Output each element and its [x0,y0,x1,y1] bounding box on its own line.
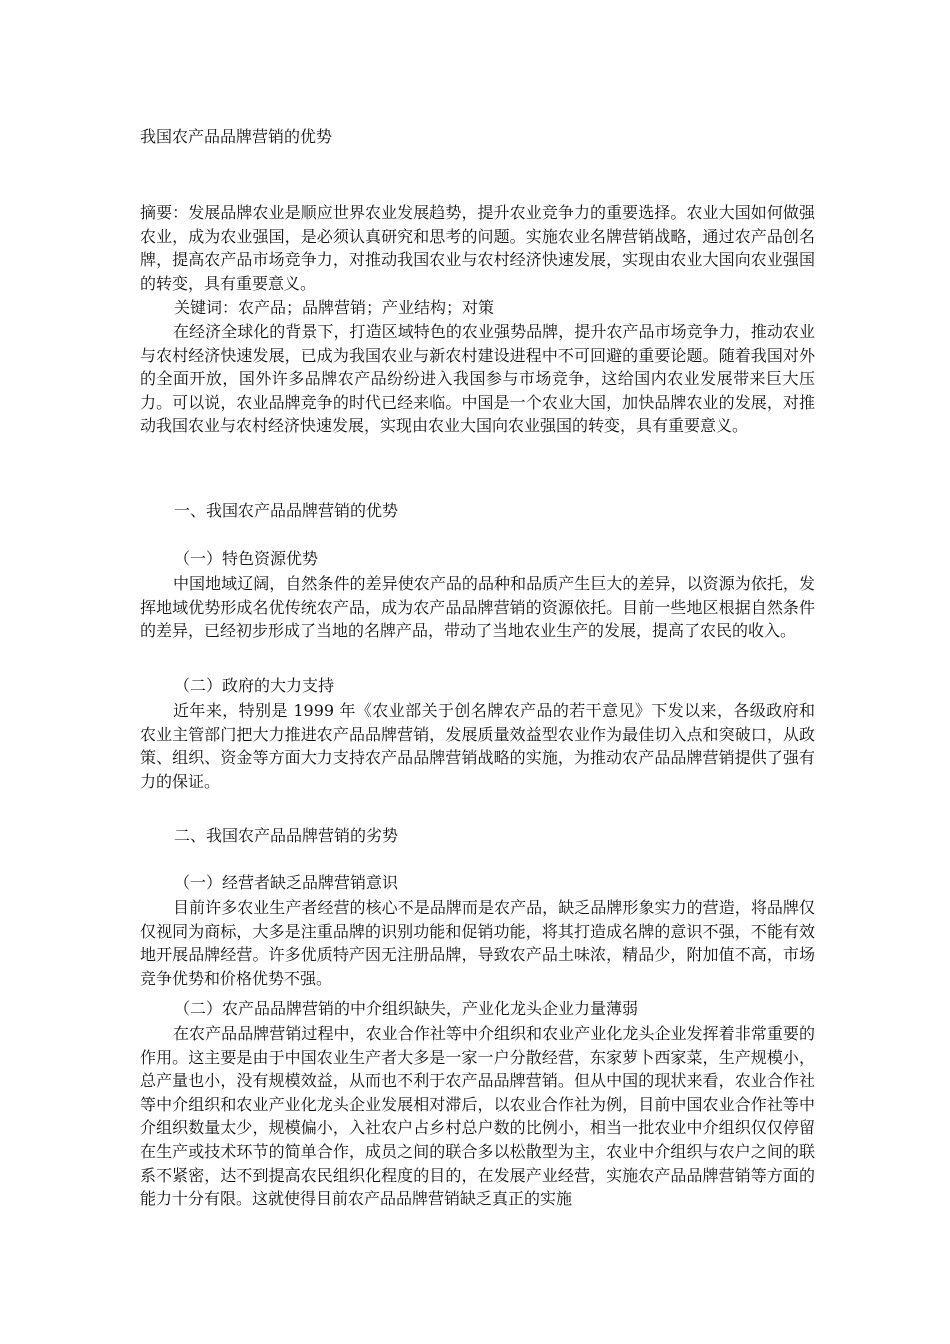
abstract-paragraph: 摘要：发展品牌农业是顺应世界农业发展趋势，提升农业竞争力的重要选择。农业大国如何做强农业，成为农业强国，是必须认真研究和思考的问题。实施农业名牌营销战略，通过农产品创名牌，提高农产品市场竞争力，对推动我国农业与农村经济快速发展，实现由农业大国向农业强国的转变，具有重要意义。 [140,203,815,293]
section-2-sub-1-heading: （一）经营者缺乏品牌营销意识 [174,873,399,892]
document-title: 我国农产品品牌营销的优势 [140,127,333,146]
section-2-heading: 二、我国农产品品牌营销的劣势 [174,826,399,845]
section-1-heading: 一、我国农产品品牌营销的优势 [174,501,399,520]
keywords-line: 关键词：农产品；品牌营销；产业结构；对策 [174,298,495,317]
section-1-sub-2-paragraph: 近年来，特别是 1999 年《农业部关于创名牌农产品的若干意见》下发以来，各级政府和农业主管部门把大力推进农产品品牌营销，发展质量效益型农业作为最佳切入点和突破口，从政策、组织、资金等方面大力支持农产品品牌营销战略的实施，为推动农产品品牌营销提供了强有力的保证。 [140,701,815,791]
section-1-sub-2-heading: （二）政府的大力支持 [174,676,335,695]
section-2-sub-1-paragraph: 目前许多农业生产者经营的核心不是品牌而是农产品，缺乏品牌形象实力的营造，将品牌仅仅视同为商标，大多是注重品牌的识别功能和促销功能，将其打造成名牌的意识不强，不能有效地开展品牌经营。许多优质特产因无注册品牌，导致农产品土味浓，精品少，附加值不高，市场竞争优势和价格优势不强。 [140,898,815,988]
section-2-sub-2-paragraph: 在农产品品牌营销过程中，农业合作社等中介组织和农业产业化龙头企业发挥着非常重要的作用。这主要是由于中国农业生产者大多是一家一户分散经营，东家萝卜西家菜，生产规模小，总产量也小，没有规模效益，从而也不利于农产品品牌营销。但从中国的现状来看，农业合作社等中介组织和农业产业化龙头企业发展相对滞后，以农业合作社为例，目前中国农业合作社等中介组织数量太少，规模偏小，入社农户占乡村总户数的比例小，相当一批农业中介组织仅仅停留在生产或技术环节的简单合作，成员之间的联合多以松散型为主，农业中介组织与农户之间的联系不紧密，达不到提高农民组织化程度的目的，在发展产业经营，实施农产品品牌营销等方面的能力十分有限。这就使得目前农产品品牌营销缺乏真正的实施 [140,1024,815,1209]
section-1-sub-1-paragraph: 中国地域辽阔，自然条件的差异使农产品的品种和品质产生巨大的差异，以资源为依托，发挥地域优势形成名优传统农产品，成为农产品品牌营销的资源依托。目前一些地区根据自然条件的差异，已经初步形成了当地的名牌产品，带动了当地农业生产的发展，提高了农民的收入。 [140,574,815,641]
intro-paragraph: 在经济全球化的背景下，打造区域特色的农业强势品牌，提升农产品市场竞争力，推动农业与农村经济快速发展，已成为我国农业与新农村建设进程中不可回避的重要论题。随着我国对外的全面开放，国外许多品牌农产品纷纷进入我国参与市场竞争，这给国内农业发展带来巨大压力。可以说，农业品牌竞争的时代已经来临。中国是一个农业大国，加快品牌农业的发展，对推动我国农业与农村经济快速发展，实现由农业大国向农业强国的转变，具有重要意义。 [140,322,815,436]
section-1-sub-1-heading: （一）特色资源优势 [174,549,319,568]
section-2-sub-2-heading: （二）农产品品牌营销的中介组织缺失，产业化龙头企业力量薄弱 [174,999,639,1018]
